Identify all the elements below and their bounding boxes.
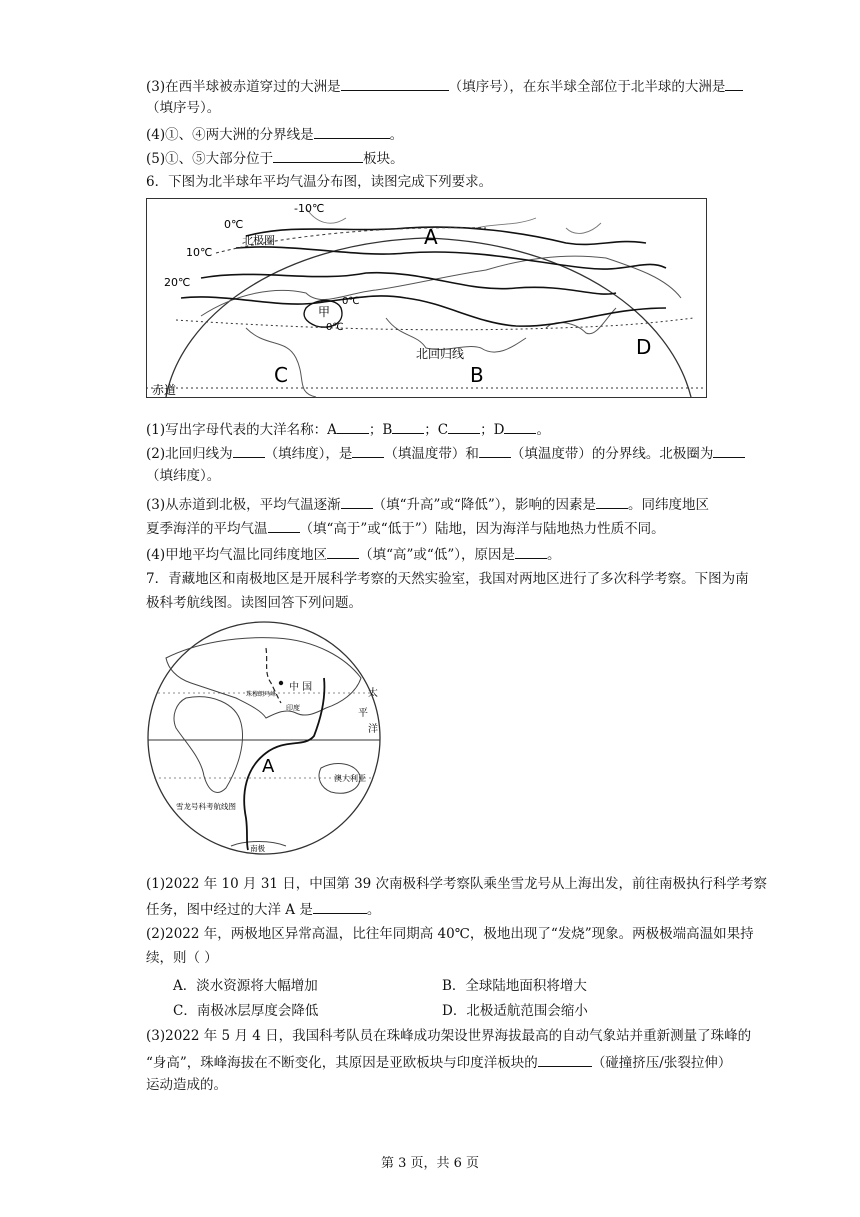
ocean-label-D: D xyxy=(636,335,652,359)
text: 夏季海洋的平均气温 xyxy=(146,521,268,537)
ocean-label-C: C xyxy=(274,363,288,387)
q6-sub-3 xyxy=(146,494,709,514)
text: 。 xyxy=(389,127,404,143)
q7-title-2 xyxy=(146,594,362,612)
answer-blank[interactable] xyxy=(313,899,367,914)
text: 任务，图中经过的大洋 A 是 xyxy=(146,902,313,918)
q7-sub-1 xyxy=(146,875,767,893)
text: （碰撞挤压/张裂拉伸） xyxy=(591,1055,732,1071)
q7-sub-1-cont xyxy=(146,899,380,919)
text: (4)甲地平均气温比同纬度地区 xyxy=(146,547,328,563)
ocean-label-A: A xyxy=(262,756,275,777)
answer-blank[interactable] xyxy=(515,544,547,559)
text: (2)北回归线为 xyxy=(146,446,233,462)
q5-line-4 xyxy=(146,124,403,144)
answer-blank[interactable] xyxy=(538,1052,592,1067)
text: 续，则（ ） xyxy=(146,950,218,966)
label-jia-0c-b: 0℃ xyxy=(326,322,344,333)
text: 6．下图为北半球年平均气温分布图，读图完成下列要求。 xyxy=(146,174,493,190)
answer-blank[interactable] xyxy=(337,419,369,434)
answer-blank[interactable] xyxy=(448,419,480,434)
text: (4)①、④两大洲的分界线是 xyxy=(146,127,314,143)
text: （填温度带）和 xyxy=(384,446,479,462)
label-jia-0c-a: 0℃ xyxy=(342,296,360,307)
answer-blank[interactable] xyxy=(341,494,373,509)
answer-blank[interactable] xyxy=(314,124,390,139)
text: (3)从赤道到北极，平均气温逐渐 xyxy=(146,497,341,513)
text: 运动造成的。 xyxy=(146,1077,227,1093)
text: （填纬度），是 xyxy=(264,446,353,462)
text: 。 xyxy=(536,422,550,438)
q7-sub-3-end xyxy=(146,1076,227,1094)
q7-sub-3-cont xyxy=(146,1052,731,1072)
answer-blank[interactable] xyxy=(392,419,424,434)
text: （填纬度）。 xyxy=(146,468,221,484)
answer-blank[interactable] xyxy=(233,443,265,458)
q6-sub-2-cont xyxy=(146,467,220,485)
label-tai: 太 xyxy=(368,688,378,699)
q7-title-1 xyxy=(146,570,749,588)
label-0c: 0℃ xyxy=(224,218,244,231)
answer-blank[interactable] xyxy=(273,148,363,163)
answer-blank[interactable] xyxy=(596,494,628,509)
text: 7．青藏地区和南极地区是开展科学考察的天然实验室，我国对两地区进行了多次科学考察。下图为南 xyxy=(146,571,749,587)
answer-blank[interactable] xyxy=(352,443,384,458)
label-australia: 澳大利亚 xyxy=(334,774,366,783)
everest-dot xyxy=(279,681,283,685)
text: 板块。 xyxy=(363,151,404,167)
label-10c: 10℃ xyxy=(186,246,213,259)
option-text: C．南极冰层厚度会降低 xyxy=(173,1003,319,1019)
label-jia: 甲 xyxy=(318,305,331,319)
q5-line-3 xyxy=(146,76,743,96)
page-footer: 第 3 页，共 6 页 xyxy=(380,1156,480,1171)
option-text: B．全球陆地面积将增大 xyxy=(442,978,587,994)
q5-line-3-cont xyxy=(146,99,220,117)
text: ；C xyxy=(424,422,449,438)
q5-line-5 xyxy=(146,148,404,168)
label-tropic: 北回归线 xyxy=(416,347,465,361)
option-a[interactable] xyxy=(173,977,318,995)
answer-blank[interactable] xyxy=(268,518,300,533)
q7-sub-2 xyxy=(146,925,754,943)
ocean-label-B: B xyxy=(470,363,484,387)
text: ；B xyxy=(368,422,393,438)
text: “身高”，珠峰海拔在不断变化，其原因是亚欧板块与印度洋板块的 xyxy=(146,1055,538,1071)
q7-sub-3 xyxy=(146,1027,751,1045)
answer-blank[interactable] xyxy=(725,76,743,91)
label-equator: 赤道 xyxy=(152,383,177,397)
ocean-label-A: A xyxy=(424,225,438,249)
option-text: D．北极适航范围会缩小 xyxy=(442,1003,588,1019)
antarctic-route-map xyxy=(146,618,386,863)
label-route: 雪龙号科考航线图 xyxy=(176,802,236,811)
text: （填序号）。 xyxy=(146,100,221,116)
text: （填“高于”或“低于”）陆地，因为海洋与陆地热力性质不同。 xyxy=(299,521,665,537)
text: （填“升高”或“降低”），影响的因素是 xyxy=(372,497,596,513)
text: （填“高”或“低”），原因是 xyxy=(359,547,515,563)
label-arctic: 北极圈 xyxy=(242,234,275,247)
q6-sub-3-cont xyxy=(146,518,665,538)
text: (1)2022 年 10 月 31 日，中国第 39 次南极科学考察队乘坐雪龙号从上海出发，前往南极执行科学考察 xyxy=(146,876,768,892)
text: （填温度带）的分界线。北极圈为 xyxy=(510,446,714,462)
text: (2)2022 年，两极地区异常高温，比往年同期高 40℃，极地出现了“发烧”现象。两极极端高温如果持 xyxy=(146,926,754,942)
text: 极科考航线图。读图回答下列问题。 xyxy=(146,595,362,611)
answer-blank[interactable] xyxy=(504,419,536,434)
text: (5)①、⑤大部分位于 xyxy=(146,151,274,167)
text: 。 xyxy=(546,547,561,563)
option-c[interactable] xyxy=(173,1002,318,1020)
text: (3)2022 年 5 月 4 日，我国科考队员在珠峰成功架设世界海拔最高的自动气象站并重新测量了珠峰的 xyxy=(146,1028,752,1044)
label-everest: 珠穆朗玛峰 xyxy=(246,691,277,698)
text: (3)在西半球被赤道穿过的大洲是 xyxy=(146,79,341,95)
option-b[interactable] xyxy=(442,977,587,995)
q6-title xyxy=(146,173,492,191)
text: 。 xyxy=(366,902,381,918)
q6-sub-1 xyxy=(146,419,550,439)
q6-sub-4 xyxy=(146,544,560,564)
label-yang: 洋 xyxy=(368,724,378,735)
text: （填序号），在东半球全部位于北半球的大洲是 xyxy=(448,79,726,95)
label-ping: 平 xyxy=(358,708,368,719)
option-text: A．淡水资源将大幅增加 xyxy=(173,978,318,994)
label-minus10: -10℃ xyxy=(294,202,325,215)
answer-blank[interactable] xyxy=(341,76,449,91)
label-antarctica: 南极 xyxy=(250,844,265,853)
answer-blank[interactable] xyxy=(327,544,359,559)
option-d[interactable] xyxy=(442,1002,588,1020)
text: ；D xyxy=(480,422,505,438)
label-20c: 20℃ xyxy=(164,276,191,289)
q6-sub-2 xyxy=(146,443,745,463)
label-india: 印度 xyxy=(286,704,300,712)
q7-sub-2-cont xyxy=(146,949,218,967)
answer-blank[interactable] xyxy=(713,443,745,458)
text: 。同纬度地区 xyxy=(627,497,709,513)
temperature-map xyxy=(146,198,707,398)
answer-blank[interactable] xyxy=(479,443,511,458)
label-china: 中 国 xyxy=(289,682,313,693)
text: (1)写出字母代表的大洋名称：A xyxy=(146,422,337,438)
